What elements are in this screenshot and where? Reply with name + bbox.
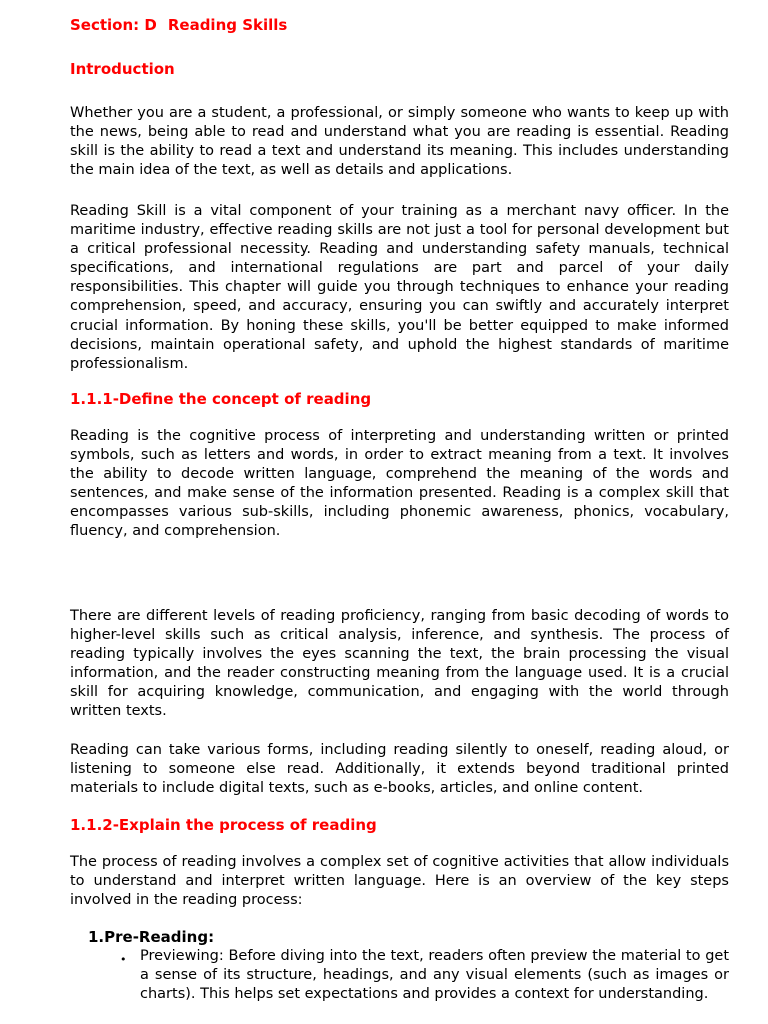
introduction-paragraph-2: Reading Skill is a vital component of your training as a merchant navy officer. In the maritime industry, effective reading skills are not just a tool for personal development but a critical professional necessity. Reading and understanding safety manuals, technical specifications, and international regulations are part and parcel of your daily responsibilities. This chapter will guide you through techniques to enhance your reading comprehension, speed, and accuracy, ensuring you can swiftly and accurately interpret crucial information. By honing these skills, you'll be better equipped to make informed decisions, maintain operational safety, and uphold the highest standards of maritime professionalism. [70,203,729,372]
section-111-paragraph-2: There are different levels of reading proficiency, ranging from basic decoding of words to higher-level skills such as critical analysis, inference, and synthesis. The process of reading typically involves the eyes scanning the text, the brain processing the visual information, and the reader constructing meaning from the language used. It is a crucial skill for acquiring knowledge, communication, and engaging with the world through written texts. [70,608,729,720]
section-111-paragraph-3: Reading can take various forms, including reading silently to oneself, reading aloud, or listening to someone else read. Additionally, it extends beyond traditional printed materials to include digital texts, such as e-books, articles, and online content. [70,742,729,797]
introduction-paragraph-1: Whether you are a student, a professional, or simply someone who wants to keep up with the news, being able to read and understand what you are reading is essential. Reading skill is the ability to read a text and understand its meaning. This includes understanding the main idea of the text, as well as details and applications. [70,105,729,179]
section-title: Reading Skills [167,16,288,34]
numbered-list-item-title [88,928,214,947]
section-112-paragraph: The process of reading involves a complex set of cognitive activities that allow individuals to understand and interpret written language. Here is an overview of the key steps involved in the reading process: [70,854,729,909]
section-label: Section: D [70,16,157,34]
introduction-heading: Introduction [70,60,175,78]
list-item-number: 1. [88,928,105,946]
list-item-title: Pre-Reading: [104,928,215,946]
bullet-icon: • [120,953,127,966]
section-111-paragraph-1: Reading is the cognitive process of interpreting and understanding written or printed symbols, such as letters and words, in order to extract meaning from a text. It involves the ability to decode written language, comprehend the meaning of the words and sentences, and make sense of the information presented. Reading is a complex skill that encompasses various sub-skills, including phonemic awareness, phonics, vocabulary, fluency, and comprehension. [70,428,729,540]
section-heading [70,16,729,35]
bullet-item-text: Previewing: Before diving into the text, readers often preview the material to get a sense of its structure, headings, and any visual elements (such as images or charts). This helps set expectations and provides a context for understanding. [140,948,729,1003]
section-112-heading: 1.1.2-Explain the process of reading [70,816,377,834]
section-111-heading: 1.1.1-Define the concept of reading [70,390,372,408]
